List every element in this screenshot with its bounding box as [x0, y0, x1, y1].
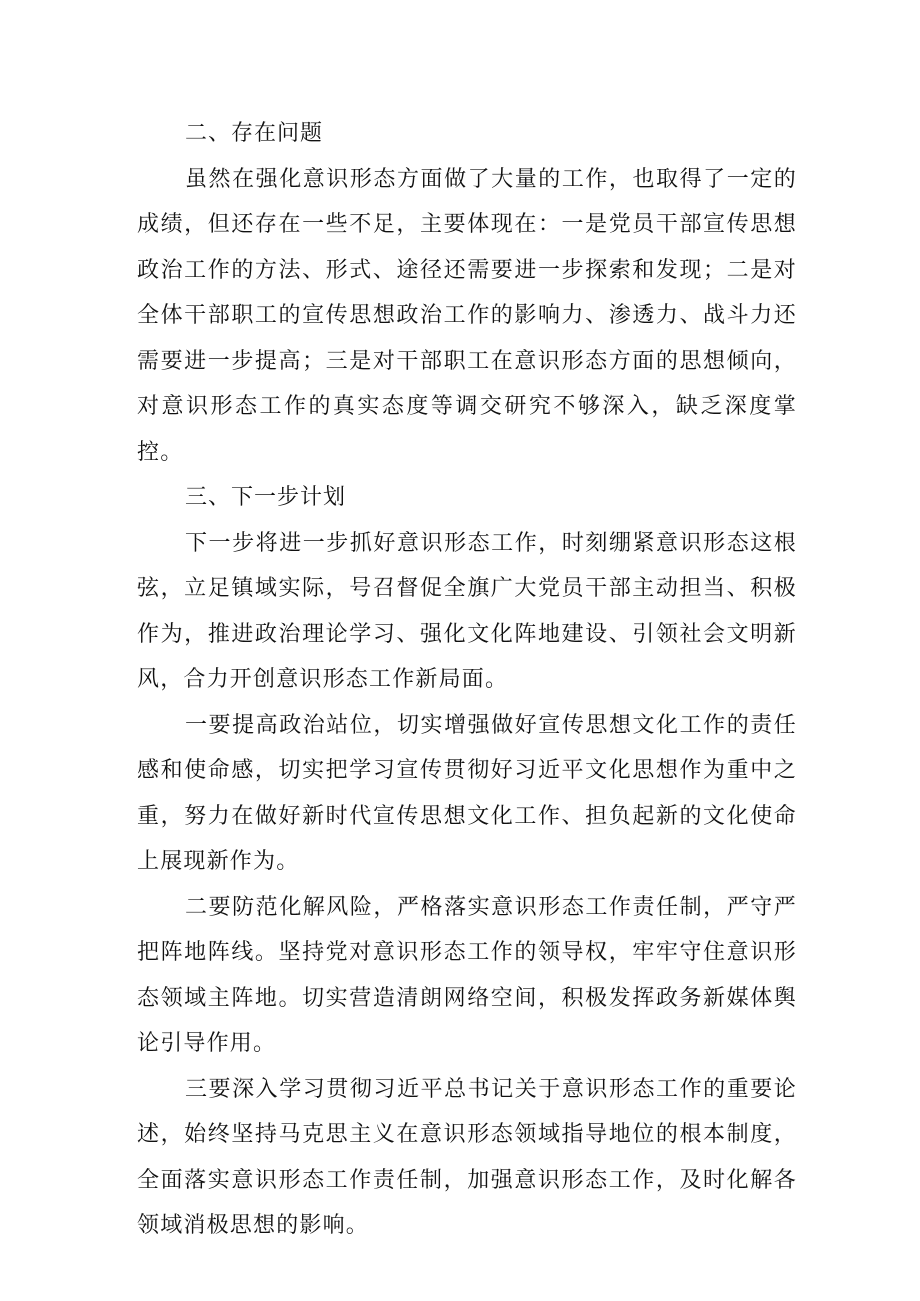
document-body	[137, 111, 797, 1249]
paragraph-point-two: 二要防范化解风险，严格落实意识形态工作责任制，严守严把阵地阵线。坚持党对意识形态工作的领导权，牢牢守住意识形态领域主阵地。切实营造清朗网络空间，积极发挥政务新媒体舆论引导作用。	[137, 894, 797, 1056]
paragraph-point-one: 一要提高政治站位，切实增强做好宣传思想文化工作的责任感和使命感，切实把学习宣传贯彻好习近平文化思想作为重中之重，努力在做好新时代宣传思想文化工作、担负起新的文化使命上展现新作为。	[137, 712, 797, 874]
paragraph-next-steps-intro: 下一步将进一步抓好意识形态工作，时刻绷紧意识形态这根弦，立足镇域实际，号召督促全旗广大党员干部主动担当、积极作为，推进政治理论学习、强化文化阵地建设、引领社会文明新风，合力开创意识形态工作新局面。	[137, 530, 797, 692]
section-heading-problems: 二、存在问题	[185, 121, 324, 146]
section-heading-next-steps: 三、下一步计划	[185, 485, 347, 510]
paragraph-point-three: 三要深入学习贯彻习近平总书记关于意识形态工作的重要论述，始终坚持马克思主义在意识形态领域指导地位的根本制度，全面落实意识形态工作责任制，加强意识形态工作，及时化解各领域消极思想的影响。	[137, 1076, 797, 1238]
paragraph-problems: 虽然在强化意识形态方面做了大量的工作，也取得了一定的成绩，但还存在一些不足，主要体现在：一是党员干部宣传思想政治工作的方法、形式、途径还需要进一步探索和发现；二是对全体干部职工的宣传思想政治工作的影响力、渗透力、战斗力还需要进一步提高；三是对干部职工在意识形态方面的思想倾向，对意识形态工作的真实态度等调交研究不够深入，缺乏深度掌控。	[137, 166, 797, 465]
